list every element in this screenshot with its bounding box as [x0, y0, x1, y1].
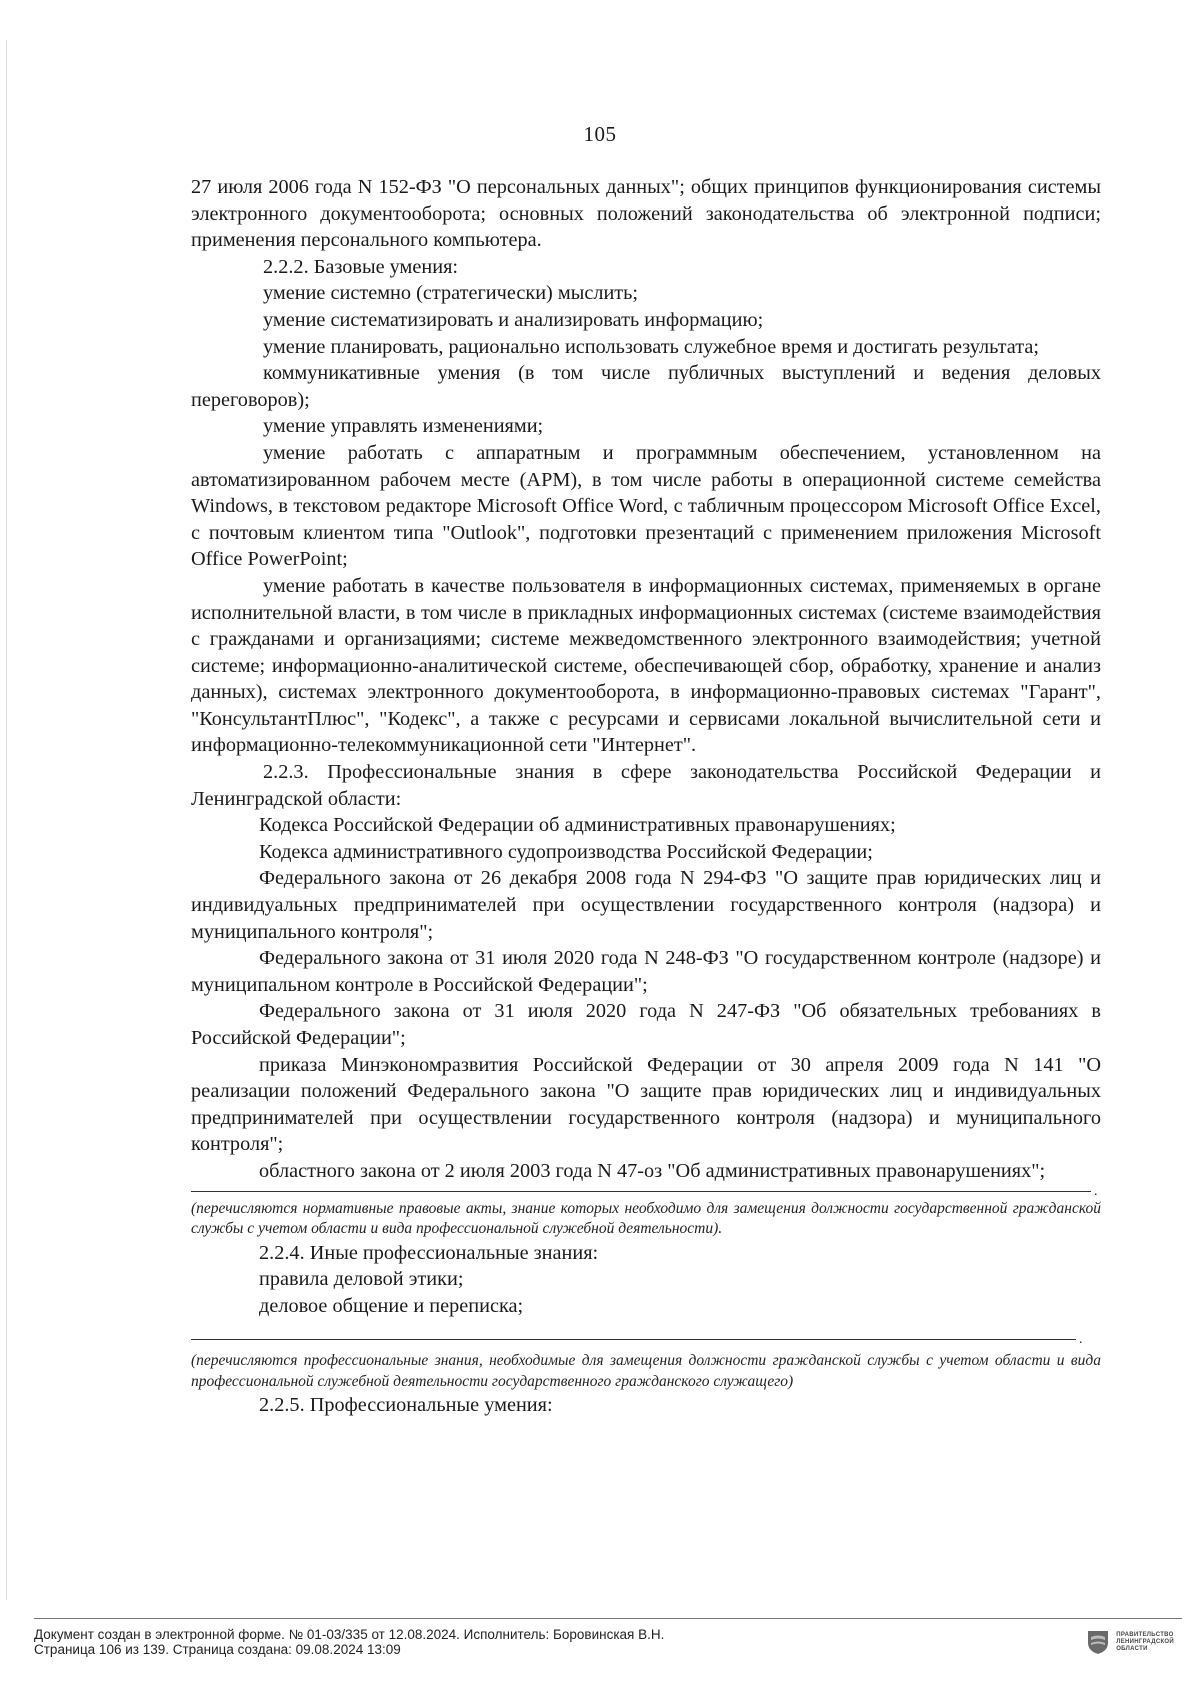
underline-rule	[191, 1339, 1076, 1340]
footer-text	[34, 1619, 1182, 1657]
logo-line: ОБЛАСТИ	[1116, 1645, 1148, 1652]
footer-page-info: Страница 106 из 139. Страница создана: 09.08.2024 13:09	[34, 1642, 401, 1657]
list-item: приказа Минэкономразвития Российской Федерации от 30 апреля 2009 года N 141 "О реализации положений Федерального закона "О защите прав юридических лиц и индивидуальных предпринимателей при осуществлении государственного контроля (надзора) и муниципального контроля";	[191, 1053, 1101, 1156]
list-item: умение управлять изменениями;	[263, 415, 544, 438]
list-item: областного закона от 2 июля 2003 года N 47-оз "Об административных правонарушениях";	[259, 1159, 1046, 1182]
list-item: умение планировать, рационально использовать служебное время и достигать результата;	[263, 335, 1039, 358]
list-item: Федерального закона от 26 декабря 2008 года N 294-ФЗ "О защите прав юридических лиц и индивидуальных предпринимателей при осуществлении государственного контроля (надзора) и муниципального контроля";	[191, 867, 1101, 943]
list-item: Кодекса административного судопроизводства Российской Федерации;	[259, 840, 873, 863]
footnote-instruction: (перечисляются профессиональные знания, необходимые для замещения должности гражданской службы с учетом области и вида профессиональной служебной деятельности государственного гражданского служащего)	[191, 1352, 1101, 1390]
list-item: умение работать в качестве пользователя в информационных системах, применяемых в органе исполнительной власти, в том числе в прикладных информационных системах (системе взаимодействия с гражданами и организациями; системе межведомственного электронного взаимодействия; учетной системе; информационно-аналитической системе, обеспечивающей сбор, обработку, хранение и анализ данных), системах электронного документооборота, в информационно-правовых системах "Гарант", "КонсультантПлюс", "Кодекс", а также с ресурсами и сервисами локальной вычислительной сети и информационно-телекоммуникационной сети "Интернет".	[191, 574, 1101, 757]
spacer	[191, 1319, 1101, 1333]
fill-in-line	[191, 1333, 1101, 1347]
fill-in-line	[191, 1185, 1101, 1199]
list-item: правила деловой этики;	[259, 1268, 464, 1291]
list-item: умение работать с аппаратным и программным обеспечением, установленном на автоматизированном рабочем месте (АРМ), в том числе работы в операционной системе семейства Windows, в текстовом редакторе Microsoft Office Word, с табличным процессором Microsoft Office Excel, с почтовым клиентом типа "Outlook", подготовки презентаций с применением приложения Microsoft Office PowerPoint;	[191, 441, 1101, 571]
logo-line: ЛЕНИНГРАДСКОЙ	[1116, 1638, 1174, 1645]
document-body	[191, 174, 1101, 1419]
list-item: коммуникативные умения (в том числе публичных выступлений и ведения деловых переговоров);	[191, 362, 1101, 411]
list-item: умение систематизировать и анализировать информацию;	[263, 308, 764, 331]
section-heading-prof-skills: 2.2.5. Профессиональные умения:	[259, 1394, 553, 1417]
rule-end-dot: .	[1079, 1332, 1083, 1348]
list-item: Федерального закона от 31 июля 2020 года N 248-ФЗ "О государственном контроле (надзоре) и муниципальном контроле в Российской Федерации";	[191, 947, 1101, 996]
logo-line: ПРАВИТЕЛЬСТВО	[1116, 1631, 1174, 1638]
intro-paragraph: 27 июля 2006 года N 152-ФЗ "О персональных данных"; общих принципов функционирования системы электронного документооборота; основных положений законодательства об электронной подписи; применения персонального компьютера.	[191, 176, 1101, 252]
section-heading-other-knowledge: 2.2.4. Иные профессиональные знания:	[259, 1241, 599, 1264]
logo-text	[1116, 1632, 1174, 1653]
section-heading-basic-skills: 2.2.2. Базовые умения:	[263, 255, 459, 278]
document-footer	[34, 1618, 1182, 1657]
footer-doc-info: Документ создан в электронной форме. № 01-03/335 от 12.08.2024. Исполнитель: Боровинская В.Н.	[34, 1627, 665, 1642]
list-item: умение системно (стратегически) мыслить;	[263, 282, 639, 305]
list-item: Кодекса Российской Федерации об административных правонарушениях;	[259, 814, 896, 837]
underline-rule	[191, 1191, 1091, 1192]
list-item: Федерального закона от 31 июля 2020 года N 247-ФЗ "Об обязательных требованиях в Российской Федерации";	[191, 1000, 1101, 1049]
page-number: 105	[583, 122, 617, 146]
government-logo	[1086, 1629, 1174, 1655]
list-item: деловое общение и переписка;	[259, 1294, 524, 1317]
scan-edge-line	[6, 40, 7, 1600]
rule-end-dot: .	[1094, 1183, 1098, 1199]
section-heading-prof-knowledge: 2.2.3. Профессиональные знания в сфере законодательства Российской Федерации и Ленинградской области:	[191, 761, 1101, 810]
coat-of-arms-icon	[1086, 1629, 1110, 1655]
footnote-instruction: (перечисляются нормативные правовые акты, знание которых необходимо для замещения должности государственной гражданской службы с учетом области и вида профессиональной служебной деятельности).	[191, 1199, 1101, 1238]
